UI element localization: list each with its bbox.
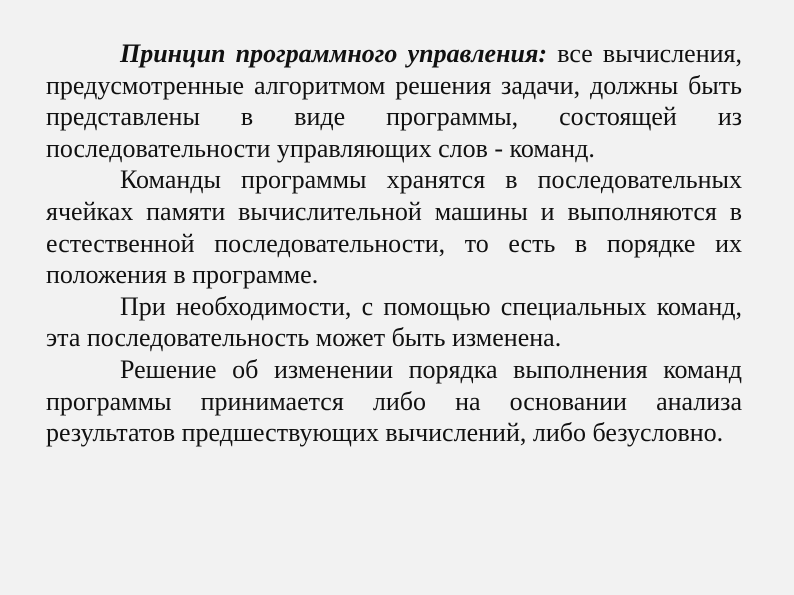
paragraph-sequence-change: При необходимости, с помощью специальных команд, эта последовательность может быть изменена.: [46, 291, 742, 353]
paragraph-command-storage: Команды программы хранятся в последовательных ячейках памяти вычислительной машины и выполняются в естественной последовательности, то есть в порядке их положения в программе.: [46, 165, 742, 290]
paragraph-order-decision: Решение об изменении порядка выполнения команд программы принимается либо на основании анализа результатов предшествующих вычислений, либо безусловно.: [46, 354, 742, 448]
text-block: [46, 38, 742, 449]
principle-definition: все вычисления, предусмотренные алгоритмом решения задачи, должны быть представлены в виде программы, состоящей из последовательности управляющих слов - команд.: [46, 39, 742, 163]
paragraph-program-control-principle: [46, 38, 742, 164]
principle-term: Принцип программного управления:: [120, 39, 548, 68]
